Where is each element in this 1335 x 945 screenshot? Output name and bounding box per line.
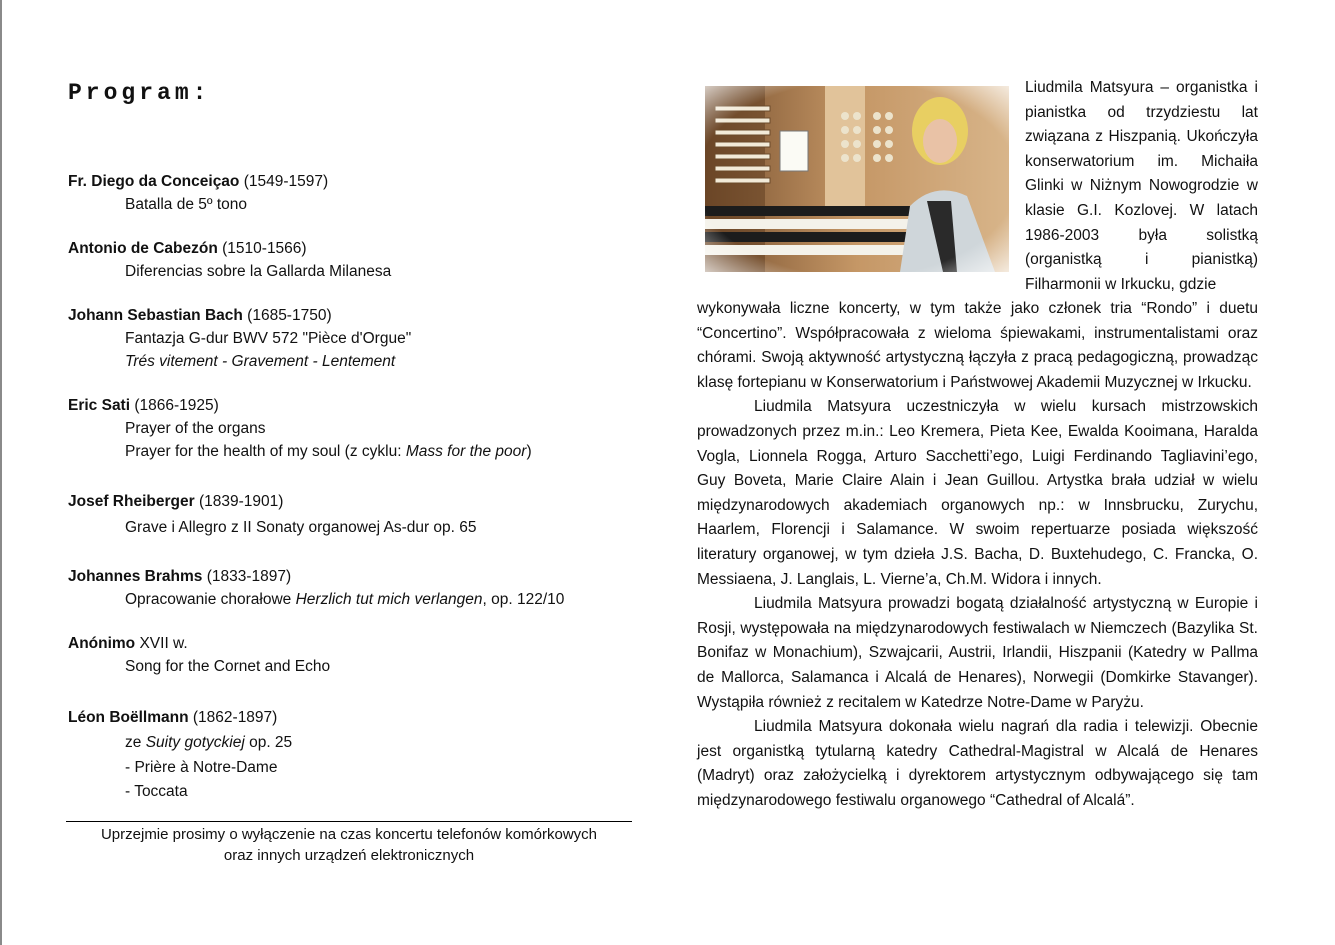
bio-paragraph: Liudmila Matsyura uczestniczyła w wielu kursach mistrzowskich prowadzonych przez m.in.: Leo Kremera, Pieta Kee, Ewalda Kooimana, Haralda Vogla, Lionnela Rogga, Arturo Sacchetti’ego, Luigi Ferdinando Tagliavini’ego, Guy Boveta, Marie Claire Alain i Jean Guillou. Artystka brała udział w wielu międzynarodowych akademiach organowych np.: w Innsbrucku, Zurychu, Haarlem, Florencji i Salamance. W swoim repertuarze posiada większość literatury organowej, w tym dzieła J.S. Bacha, D. Buxtehudego, C. Francka, O. Messiaena, J. Langlais, L. Vierne’a, Ch.M. Widora i innych. [697, 398, 1258, 588]
organist-photo-image [705, 86, 1009, 272]
biography [697, 297, 1258, 813]
composer-name: Anónimo [68, 635, 136, 652]
composer-years: (1685-1750) [242, 307, 332, 324]
work-title [68, 588, 564, 611]
composer-name: Léon Boëllmann [68, 709, 189, 726]
program-item [68, 170, 328, 216]
work-title-part: Opracowanie chorałowe [125, 591, 296, 608]
work-title-part: ze [125, 734, 146, 751]
program-item [68, 394, 532, 463]
bio-paragraph: Liudmila Matsyura dokonała wielu nagrań dla radia i telewizji. Obecnie jest organistką tytularną katedry Cathedral-Magistral w Alcalá de Henares (Madryt) oraz założycielką i dyrektorem artystycznym odbywającego się tam międzynarodowego festiwalu organowego “Cathedral of Alcalá”. [697, 718, 1258, 809]
bio-intro: Liudmila Matsyura – organistka i pianistka od trzydziestu lat związana z Hiszpanią. Ukończyła konserwatorium im. Michaiła Glinki w Niżnym Nowogrodzie w klasie G.I. Kozlovej. W latach 1986-2003 była solistką (organistką i pianistką) Filharmonii w Irkucku, gdzie [1025, 79, 1258, 293]
page-edge [0, 0, 2, 945]
program-item [68, 706, 292, 803]
notice-divider [66, 821, 632, 822]
composer-name: Johannes Brahms [68, 568, 203, 585]
work-title-italic: Suity gotyckiej [145, 734, 245, 751]
program-item [68, 632, 330, 678]
work-title-part: Prayer for the health of my soul (z cyklu: [125, 443, 406, 460]
work-title: Diferencias sobre la Gallarda Milanesa [125, 263, 392, 280]
composer-years: XVII w. [135, 635, 188, 652]
program-heading: Program: [68, 80, 211, 106]
composer-name: Johann Sebastian Bach [68, 307, 243, 324]
work-title: Batalla de 5º tono [125, 196, 248, 213]
work-movement: - Toccata [125, 783, 188, 800]
program-item [68, 565, 564, 611]
work-title [68, 440, 532, 463]
program-item [68, 304, 411, 373]
work-tempo [68, 350, 411, 373]
work-title: Grave i Allegro z II Sonaty organowej As-dur op. 65 [125, 519, 477, 536]
work-title-part: op. 25 [244, 734, 293, 751]
composer-years: (1862-1897) [188, 709, 278, 726]
work-title: Song for the Cornet and Echo [125, 658, 331, 675]
work-title-part: ) [526, 443, 532, 460]
bio-paragraph: Liudmila Matsyura prowadzi bogatą działalność artystyczną w Europie i Rosji, występowała na międzynarodowych festiwalach w Niemczech (Bazylika St. Bonifaz w Monachium), Szwajcarii, Austrii, Irlandii, Hiszpanii (Katedry w Pallma de Mallorca, Salamanca i Alcalá de Henares), Norwegii (Domkirke Stavanger). Wystąpiła również z recitalem w Katedrze Notre-Dame w Paryżu. [697, 595, 1258, 711]
composer-name: Josef Rheiberger [68, 493, 195, 510]
work-title-italic: Mass for the poor [405, 443, 527, 460]
work-title: Fantazja G-dur BWV 572 "Pièce d'Orgue" [125, 330, 412, 347]
composer-name: Fr. Diego da Conceiçao [68, 173, 240, 190]
bio-paragraph: wykonywała liczne koncerty, w tym także jako członek tria “Rondo” i duetu “Concertino”. Współpracowała z wieloma śpiewakami, instrumentalistami oraz chórami. Swoją aktywność artystyczną łączyła z pracą pedagogiczną, prowadząc klasę fortepianu w Konserwatorium i Państwowej Akademii Muzycznej w Irkucku. [697, 300, 1258, 391]
composer-years: (1866-1925) [130, 397, 219, 414]
work-title-part: , op. 122/10 [482, 591, 565, 608]
program-item [68, 490, 477, 539]
organist-photo [705, 86, 1009, 272]
composer-name: Antonio de Cabezón [68, 240, 218, 257]
program-item [68, 237, 391, 283]
notice-line: Uprzejmie prosimy o wyłączenie na czas koncertu telefonów komórkowych [100, 826, 598, 843]
composer-years: (1839-1901) [194, 493, 284, 510]
phone-notice [66, 824, 632, 866]
composer-name: Eric Sati [68, 397, 131, 414]
work-tempo-text: Trés vitement - Gravement - Lentement [125, 353, 396, 370]
composer-years: (1833-1897) [202, 568, 292, 585]
composer-years: (1549-1597) [239, 173, 329, 190]
work-title: Prayer of the organs [125, 420, 266, 437]
composer-years: (1510-1566) [217, 240, 307, 257]
work-movement: - Prière à Notre-Dame [125, 759, 278, 776]
notice-line: oraz innych urządzeń elektronicznych [223, 847, 475, 864]
work-title-italic: Herzlich tut mich verlangen [295, 591, 483, 608]
work-title [68, 731, 292, 754]
